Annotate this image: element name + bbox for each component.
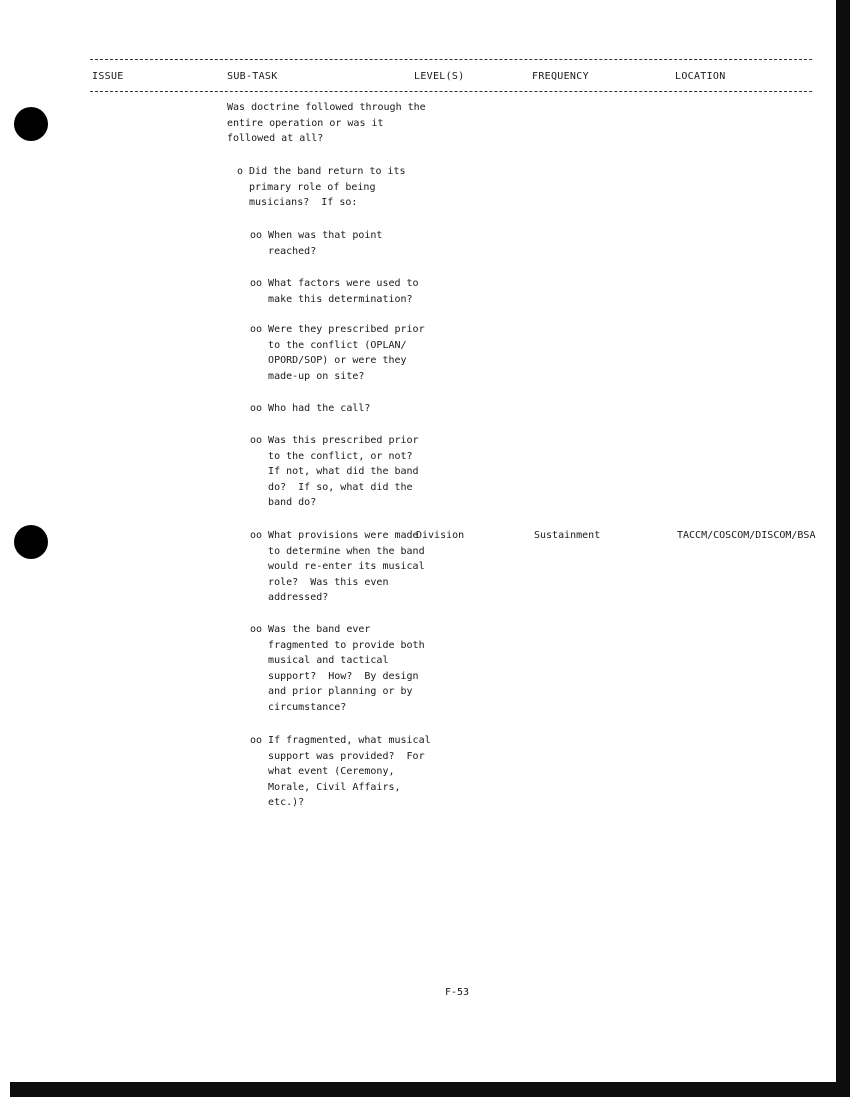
question-factors: oo What factors were used to make this determination? — [250, 278, 419, 305]
question-prescribed-conflict: oo Was this prescribed prior to the conflict, or not? If not, what did the band do? If so, what did the band do? — [250, 435, 419, 508]
header-location: LOCATION — [675, 71, 726, 82]
scan-border-right — [836, 0, 850, 1097]
intro-question: Was doctrine followed through the entire operation or was it followed at all? — [227, 102, 426, 144]
binder-hole-top — [14, 107, 48, 141]
header-rule-top — [90, 59, 812, 60]
scan-border-bottom — [10, 1082, 850, 1097]
header-levels: LEVEL(S) — [414, 71, 465, 82]
question-who-had-call: oo Who had the call? — [250, 403, 371, 414]
level-cell: Division — [416, 530, 465, 541]
question-musical-support: oo If fragmented, what musical support was provided? For what event (Ceremony, Morale, Civil Affairs, etc.)? — [250, 735, 431, 808]
frequency-cell: Sustainment — [534, 530, 601, 541]
page-number: F-53 — [445, 987, 470, 998]
header-rule-bottom — [90, 91, 812, 92]
header-sub-task: SUB-TASK — [227, 71, 278, 82]
question-fragmented: oo Was the band ever fragmented to provide both musical and tactical support? How? By design and prior planning or by circumstance? — [250, 624, 425, 713]
question-point-reached: oo When was that point reached? — [250, 230, 383, 257]
binder-hole-middle — [14, 525, 48, 559]
header-issue: ISSUE — [92, 71, 124, 82]
header-frequency: FREQUENCY — [532, 71, 589, 82]
question-primary-role: o Did the band return to its primary role of being musicians? If so: — [237, 166, 406, 208]
question-provisions: oo What provisions were made to determine when the band would re-enter its musical role? Was this even addressed? — [250, 530, 425, 603]
question-prescribed: oo Were they prescribed prior to the conflict (OPLAN/ OPORD/SOP) or were they made-up on site? — [250, 324, 425, 382]
location-cell: TACCM/COSCOM/DISCOM/BSA — [677, 530, 816, 541]
